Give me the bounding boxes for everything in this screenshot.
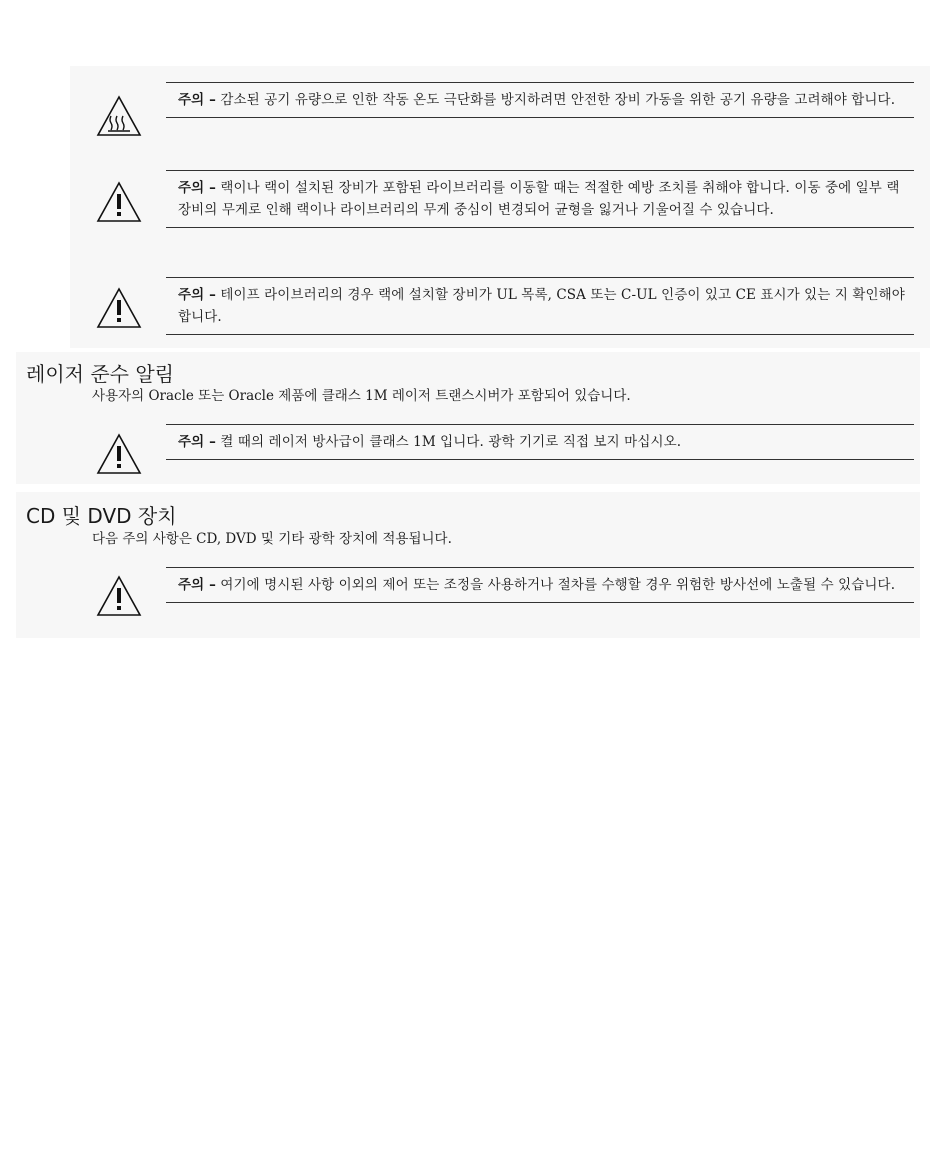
caution-body: 켤 때의 레이저 방사급이 클래스 1M 입니다. 광학 기기로 직접 보지 마십시오. [220, 434, 682, 450]
caution-block [166, 567, 914, 603]
caution-text [166, 83, 914, 117]
caution-label: 주의 – [178, 92, 216, 108]
caution-block [166, 277, 914, 335]
caution-body: 여기에 명시된 사항 이외의 제어 또는 조정을 사용하거나 절차를 수행할 경우 위험한 방사선에 노출될 수 있습니다. [220, 577, 896, 593]
hot-surface-icon [96, 94, 142, 138]
warning-icon [96, 432, 142, 476]
section-heading-cd-dvd: CD 및 DVD 장치 [26, 504, 177, 528]
caution-label: 주의 – [178, 434, 216, 450]
caution-text [166, 568, 914, 602]
warning-icon [96, 286, 142, 330]
section-intro-cd-dvd: 다음 주의 사항은 CD, DVD 및 기타 광학 장치에 적용됩니다. [92, 531, 452, 547]
caution-block [166, 424, 914, 460]
warning-icon [96, 574, 142, 618]
warning-icon [96, 180, 142, 224]
caution-block [166, 170, 914, 228]
section-intro-laser: 사용자의 Oracle 또는 Oracle 제품에 클래스 1M 레이저 트랜스시버가 포함되어 있습니다. [92, 388, 631, 404]
caution-block [166, 82, 914, 118]
section-heading-laser: 레이저 준수 알림 [26, 362, 174, 386]
caution-body: 테이프 라이브러리의 경우 랙에 설치할 장비가 UL 목록, CSA 또는 C-UL 인증이 있고 CE 표시가 있는 지 확인해야 합니다. [178, 287, 905, 325]
caution-text [166, 425, 914, 459]
caution-label: 주의 – [178, 287, 216, 303]
caution-label: 주의 – [178, 577, 216, 593]
caution-label: 주의 – [178, 180, 216, 196]
caution-text [166, 278, 914, 334]
caution-body: 감소된 공기 유량으로 인한 작동 온도 극단화를 방지하려면 안전한 장비 가동을 위한 공기 유량을 고려해야 합니다. [220, 92, 896, 108]
caution-text [166, 171, 914, 227]
caution-body: 랙이나 랙이 설치된 장비가 포함된 라이브러리를 이동할 때는 적절한 예방 조치를 취해야 합니다. 이동 중에 일부 랙 장비의 무게로 인해 랙이나 라이브러리의 무게 중심이 변경되어 균형을 잃거나 기울어질 수 있습니다. [178, 180, 900, 218]
